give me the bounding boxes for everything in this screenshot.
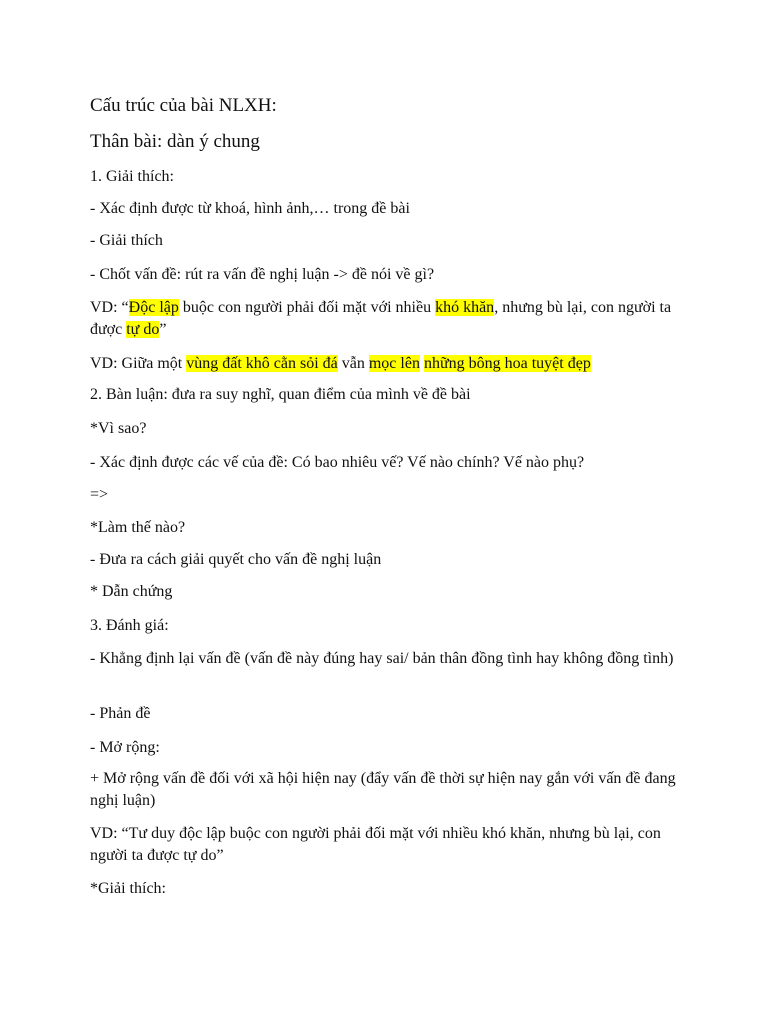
highlight-bong-hoa: những bông hoa tuyệt đẹp bbox=[423, 355, 591, 372]
highlight-vung-dat: vùng đất khô cằn sỏi đá bbox=[186, 355, 338, 372]
bullet-counterargument: - Phản đề bbox=[90, 705, 151, 722]
highlight-tu-do: tự do bbox=[126, 321, 160, 338]
example-1 bbox=[90, 297, 680, 341]
section-1-heading: 1. Giải thích: bbox=[90, 168, 174, 185]
arrow-line: => bbox=[90, 486, 109, 503]
question-why: *Vì sao? bbox=[90, 420, 147, 437]
explanation-heading: *Giải thích: bbox=[90, 880, 166, 897]
example-1-part-e: , nhưng bù lại, con người ta được bbox=[90, 299, 672, 338]
question-how: *Làm thế nào? bbox=[90, 519, 186, 536]
bullet-conclude-issue: - Chốt vấn đề: rút ra vấn đề nghị luận -> đề nói về gì? bbox=[90, 266, 435, 283]
bullet-affirm-issue: - Khẳng định lại vấn đề (vấn đề này đúng hay sai/ bản thân đồng tình hay không đồng tình) bbox=[90, 650, 674, 667]
document-subtitle: Thân bài: dàn ý chung bbox=[90, 131, 260, 152]
example-1-part-g: ” bbox=[159, 321, 167, 338]
bullet-expand-society: + Mở rộng vấn đề đối với xã hội hiện nay (đẩy vấn đề thời sự hiện nay gắn với vấn đề đang nghị luận) bbox=[90, 770, 676, 809]
example-2-part-a: VD: Giữa một bbox=[90, 355, 187, 372]
example-2-part-c: vẫn bbox=[337, 355, 369, 372]
bullet-identify-keywords: - Xác định được từ khoá, hình ảnh,… trong đề bài bbox=[90, 200, 410, 217]
highlight-kho-khan: khó khăn bbox=[435, 299, 495, 316]
evidence-heading: * Dẫn chứng bbox=[90, 583, 173, 600]
example-1-part-a: VD: “ bbox=[90, 299, 129, 316]
example-3: VD: “Tư duy độc lập buộc con người phải đối mặt với nhiều khó khăn, nhưng bù lại, con người ta được tự do” bbox=[90, 825, 661, 864]
highlight-moc-len: mọc lên bbox=[368, 355, 420, 372]
bullet-solution: - Đưa ra cách giải quyết cho vấn đề nghị luận bbox=[90, 551, 382, 568]
example-2 bbox=[90, 353, 680, 375]
bullet-expand: - Mở rộng: bbox=[90, 739, 160, 756]
bullet-identify-clauses: - Xác định được các vế của đề: Có bao nhiêu vế? Vế nào chính? Vế nào phụ? bbox=[90, 454, 585, 471]
bullet-explain: - Giải thích bbox=[90, 232, 163, 249]
highlight-doc-lap: Độc lập bbox=[128, 299, 179, 316]
section-3-heading: 3. Đánh giá: bbox=[90, 617, 169, 634]
section-2-heading: 2. Bàn luận: đưa ra suy nghĩ, quan điểm của mình về đề bài bbox=[90, 386, 471, 403]
example-1-part-c: buộc con người phải đối mặt với nhiều bbox=[178, 299, 436, 316]
document-title: Cấu trúc của bài NLXH: bbox=[90, 95, 277, 116]
